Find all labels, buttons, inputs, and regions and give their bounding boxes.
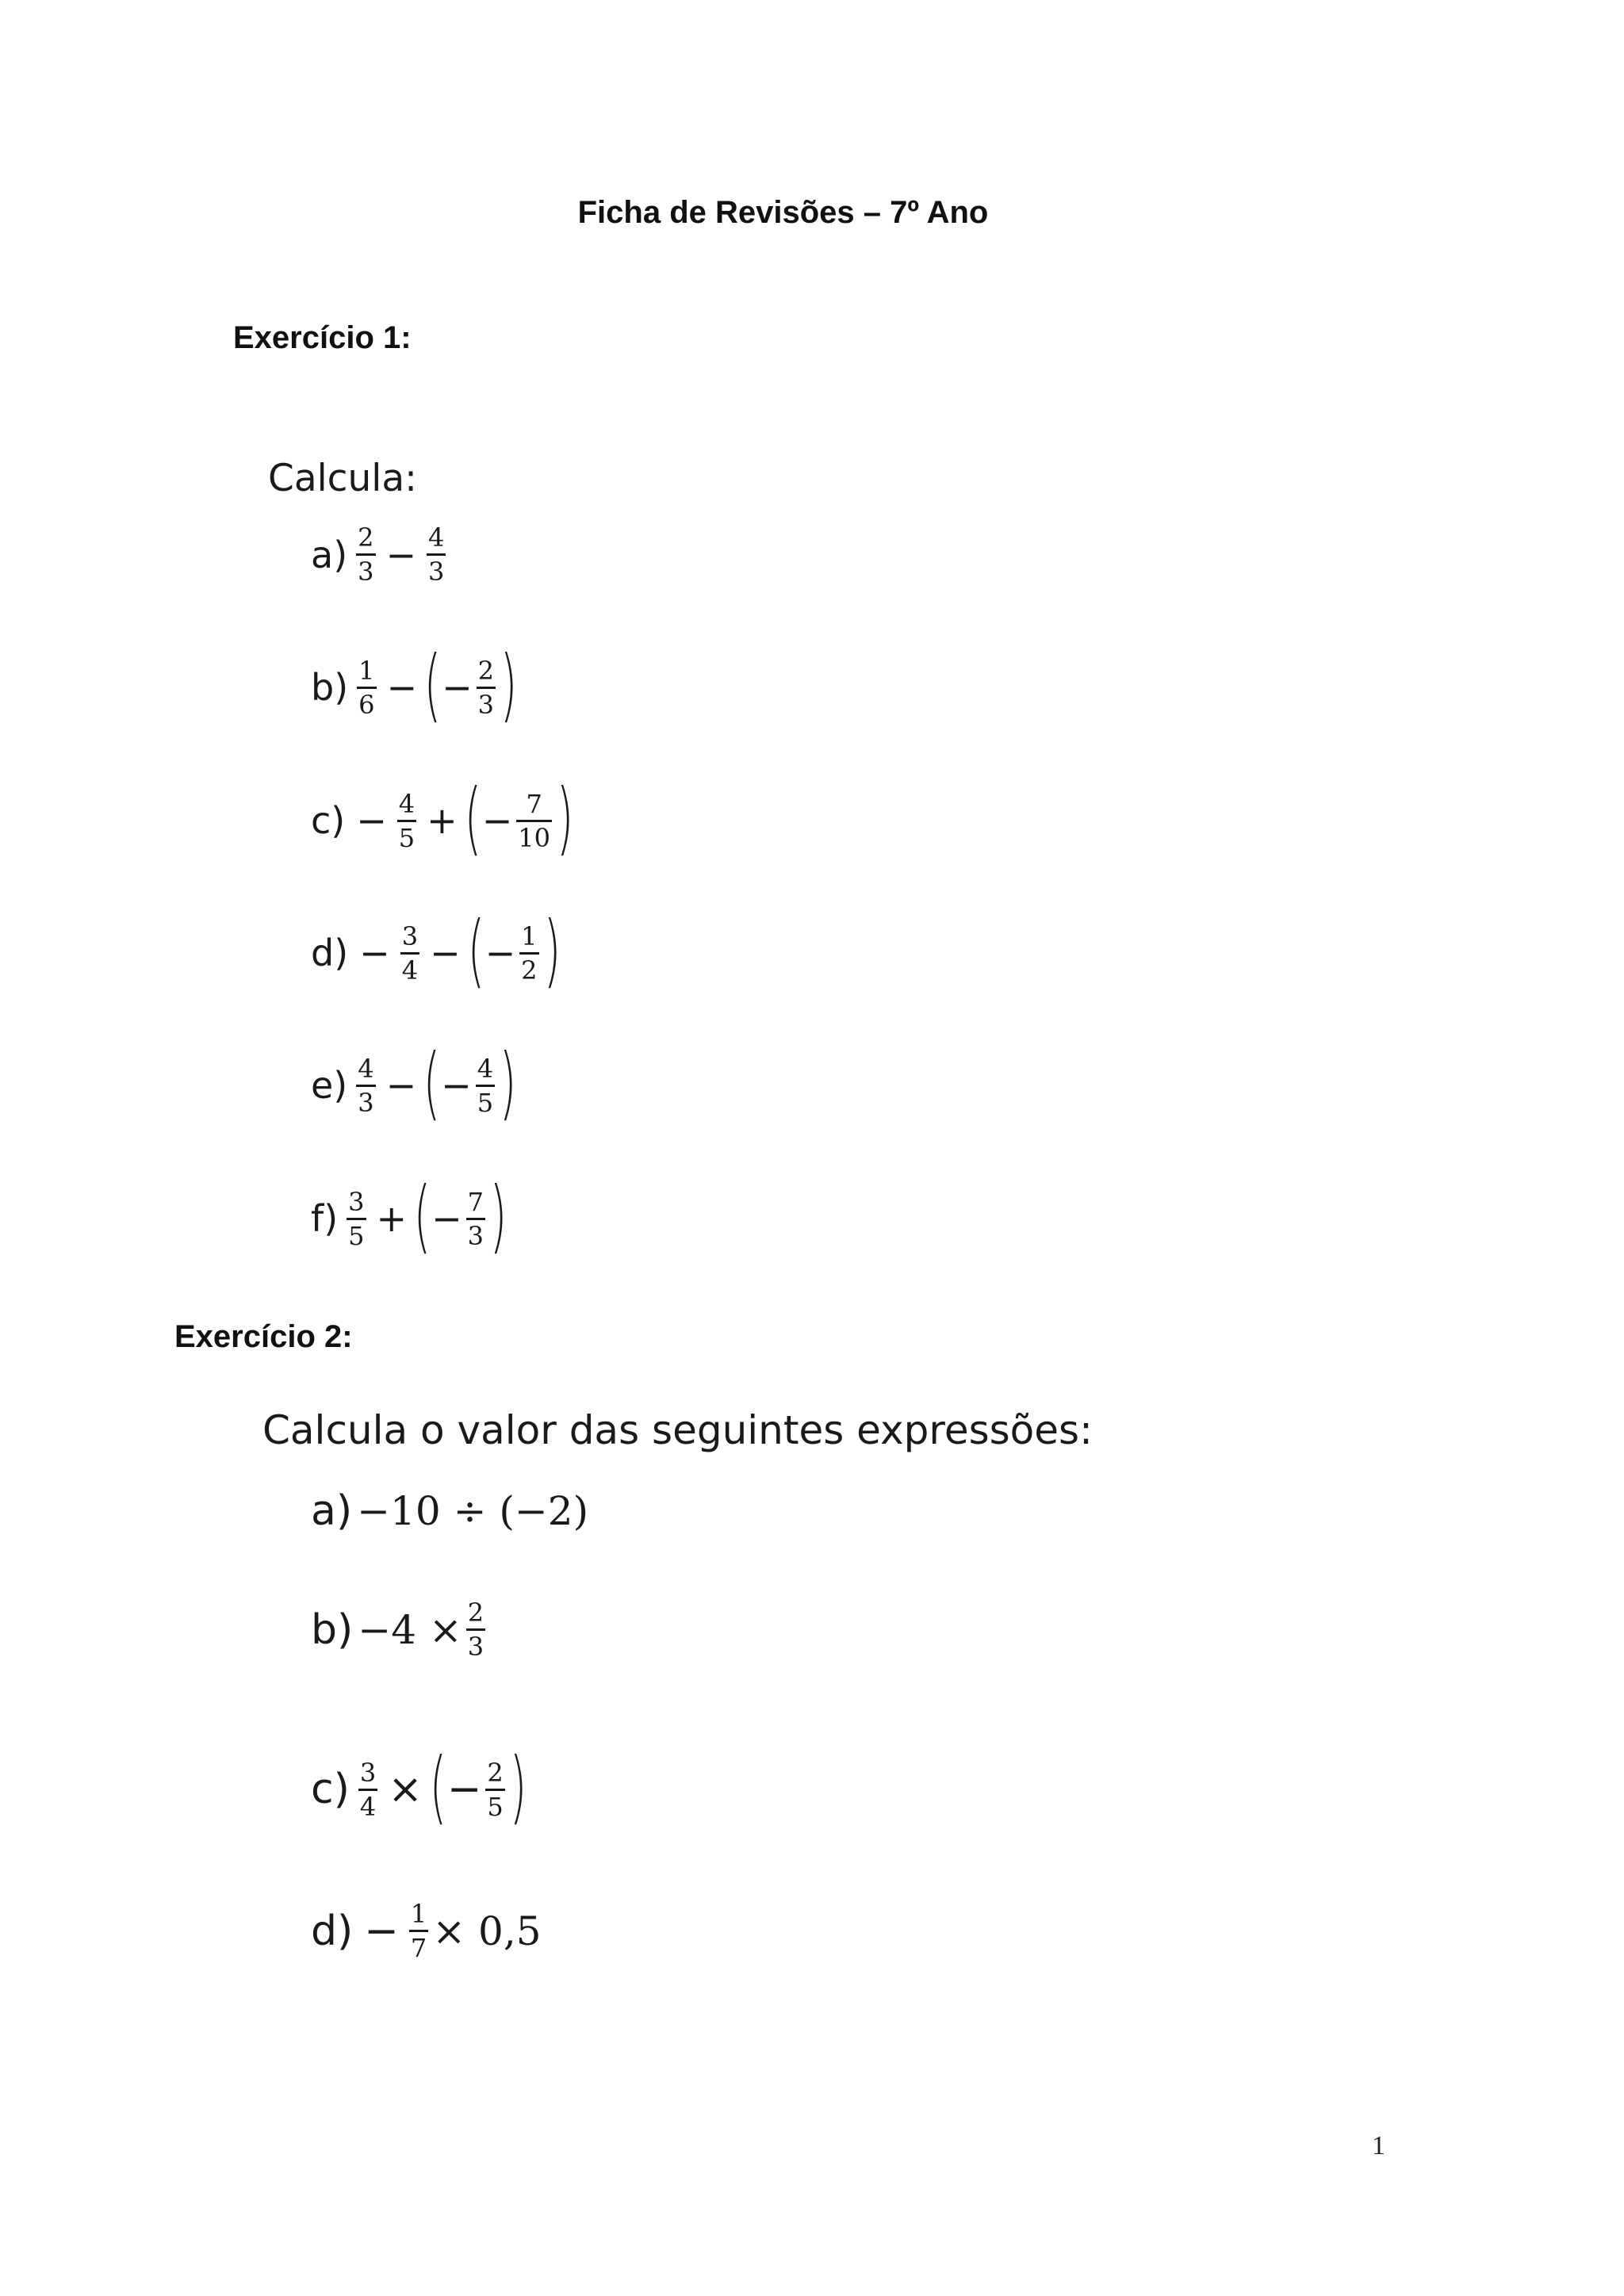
numerator: 3 [401,920,419,951]
fraction [357,656,376,719]
denominator: 3 [477,689,494,720]
open-paren: ( [429,1740,447,1833]
denominator: 5 [348,1220,365,1251]
exercise-1-heading: Exercício 1: [233,320,412,355]
denominator: 3 [467,1220,484,1251]
open-paren: ( [413,1169,431,1262]
fraction [519,922,538,985]
numerator: 2 [487,1757,504,1788]
exercise-2-heading: Exercício 2: [174,1319,353,1354]
denominator: 2 [521,955,538,985]
numerator: 1 [410,1899,427,1929]
fraction [485,1758,504,1821]
exercise-1-item-d [311,904,561,997]
fraction [356,1054,375,1117]
numerator: 2 [467,1598,485,1628]
numerator: 4 [358,1053,374,1084]
operator: − [430,932,461,974]
exercise-1-item-b [311,638,518,731]
numerator: 7 [526,788,542,819]
expression: −4 × [358,1606,462,1653]
page-title: Ficha de Revisões – 7º Ano [577,195,989,230]
numerator: 1 [521,920,538,951]
exercise-2-item-c [311,1740,527,1833]
fraction [427,523,446,586]
page-number: 1 [1372,2131,1385,2160]
exercise-1-item-c [311,771,574,864]
denominator: 5 [398,822,416,853]
exercise-2-item-a [311,1487,588,1535]
exercise-2-item-b [311,1598,489,1661]
denominator: 3 [358,1087,374,1118]
fraction [466,1188,485,1250]
item-label: d) [311,1907,354,1955]
operator: − [385,533,417,576]
operator: − [356,799,387,842]
denominator: 6 [358,689,375,720]
item-label: c) [311,1766,350,1813]
operator: − [385,1064,417,1107]
item-label: e) [311,1064,348,1107]
numerator: 4 [398,788,416,819]
fraction [400,922,419,985]
denominator: 3 [467,1632,485,1662]
fraction [409,1900,428,1962]
operator: × [388,1766,423,1813]
fraction [358,1758,377,1821]
exercise-2-instruction: Calcula o valor das seguintes expressões: [262,1407,1093,1453]
denominator: 4 [359,1791,377,1822]
fraction [466,1598,485,1661]
close-paren: ) [500,638,518,731]
exercise-1-item-f [311,1169,508,1262]
item-label: a) [311,1487,353,1535]
denominator: 3 [428,557,445,587]
denominator: 5 [487,1791,504,1822]
close-paren: ) [543,904,561,997]
denominator: 10 [518,822,550,853]
denominator: 7 [410,1933,427,1963]
operator: − [386,666,418,709]
expression: −10 ÷ (−2) [357,1488,589,1534]
numerator: 4 [477,1053,494,1084]
numerator: 2 [358,522,374,553]
numerator: 2 [477,655,494,686]
denominator: 5 [477,1087,494,1118]
fraction [397,790,416,852]
item-label: b) [311,666,349,709]
operator: − [442,666,473,709]
numerator: 1 [358,655,375,686]
operator: − [481,799,513,842]
denominator: 4 [401,955,419,985]
item-label: f) [311,1197,339,1240]
numerator: 7 [467,1186,484,1217]
operator: − [485,932,516,974]
numerator: 3 [348,1186,365,1217]
operator: − [359,932,390,974]
expression: × 0,5 [432,1908,542,1954]
fraction [356,523,375,586]
close-paren: ) [489,1169,508,1262]
exercise-1-item-e [311,1036,517,1129]
item-label: a) [311,533,348,576]
open-paren: ( [423,638,442,731]
operator: − [364,1907,399,1955]
fraction [347,1188,366,1250]
open-paren: ( [464,771,481,864]
fraction [476,1054,495,1117]
numerator: 3 [359,1757,377,1788]
item-label: c) [311,799,346,842]
operator: + [376,1197,408,1240]
exercise-2-item-d [311,1900,542,1962]
numerator: 4 [428,522,445,553]
item-label: b) [311,1605,354,1654]
close-paren: ) [556,771,574,864]
exercise-1-instruction: Calcula: [268,457,417,500]
open-paren: ( [467,904,485,997]
fraction [516,790,552,852]
fraction [477,656,496,719]
operator: − [431,1197,462,1240]
close-paren: ) [509,1740,527,1833]
close-paren: ) [499,1036,517,1129]
operator: − [441,1064,472,1107]
exercise-1-item-a [311,523,450,586]
open-paren: ( [423,1036,441,1129]
denominator: 3 [358,557,374,587]
operator: − [446,1766,482,1813]
item-label: d) [311,932,349,974]
operator: + [427,799,458,842]
